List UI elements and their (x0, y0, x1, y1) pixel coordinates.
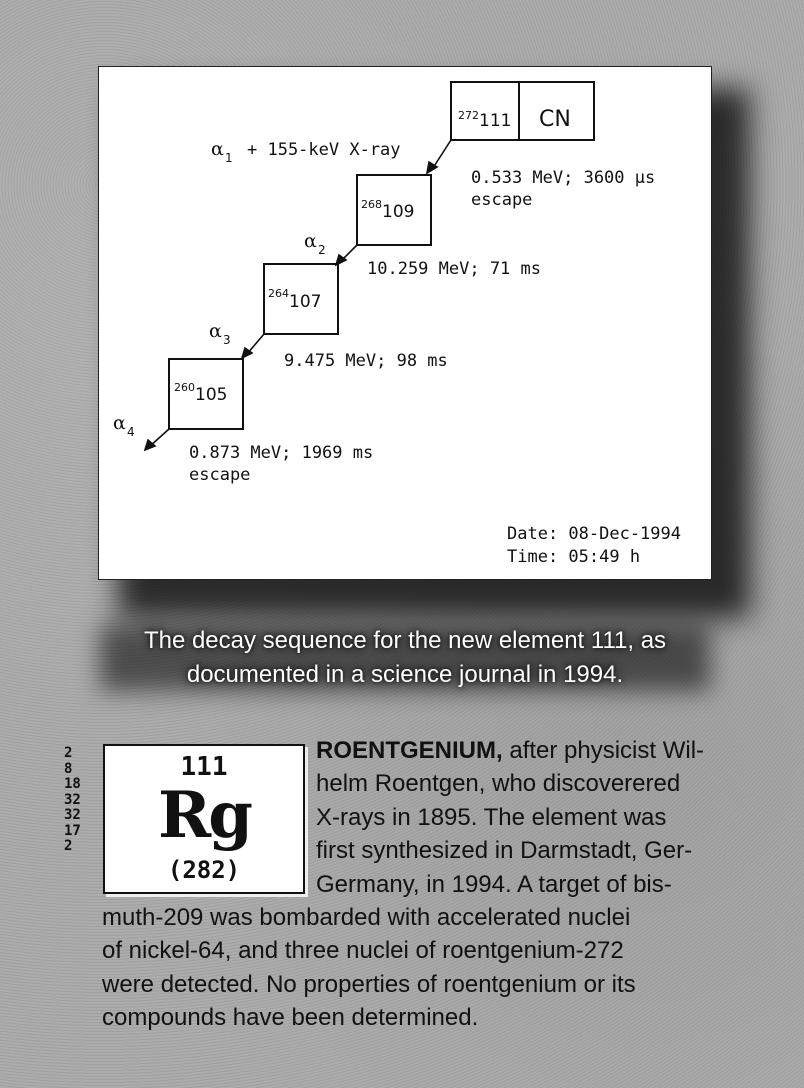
shell-2: 8 (64, 760, 73, 777)
alpha-2-symbol: α (304, 230, 317, 252)
shell-7: 2 (64, 838, 73, 854)
cn-label: CN (539, 107, 571, 132)
cn-atomic-number: 111 (479, 111, 512, 131)
atomic-number: 111 (180, 752, 228, 782)
decay-4-energy: 0.873 MeV; 1969 ms (189, 443, 374, 463)
shell-3: 18 (64, 776, 81, 792)
atomic-mass: (282) (167, 856, 241, 884)
alpha-4-subscript: 4 (127, 425, 135, 439)
decay-2-energy: 10.259 MeV; 71 ms (367, 259, 541, 279)
caption-line-1: The decay sequence for the new element 111, as (143, 627, 667, 654)
description-line-5: Germany, in 1994. A target of bis- (316, 870, 672, 898)
description-line-1-rest: after physicist Wil- (502, 737, 705, 764)
alpha-2-subscript: 2 (318, 243, 326, 257)
description-line-4: first synthesized in Darmstadt, Ger- (316, 837, 693, 865)
decay-figure (98, 66, 712, 580)
description-wrap-text (316, 734, 776, 901)
cn-mass-number: 272 (458, 109, 479, 122)
description-line-7: of nickel-64, and three nuclei of roentgenium-272 (102, 937, 624, 965)
description-line-1 (316, 734, 776, 767)
caption-line-2: documented in a science journal in 1994. (186, 661, 624, 688)
figure-time: Time: 05:49 h (507, 547, 641, 567)
alpha-1-note: + 155-keV X-ray (247, 140, 401, 160)
decay-diagram (99, 67, 713, 581)
description-line-2: helm Roentgen, who discoverered (316, 770, 681, 798)
alpha-1-symbol: α (211, 138, 224, 160)
nuclide-105-mass: 260 (174, 381, 195, 394)
figure-caption (60, 624, 750, 692)
alpha-4-symbol: α (113, 412, 126, 434)
element-tile (103, 744, 305, 894)
decay-1-energy: 0.533 MeV; 3600 μs (471, 168, 656, 188)
alpha-1-subscript: 1 (225, 151, 233, 165)
description-line-8: were detected. No properties of roentgenium or its (102, 970, 636, 998)
nuclide-105-number: 105 (195, 385, 228, 405)
alpha-3-subscript: 3 (223, 333, 231, 347)
description-line-6: muth-209 was bombarded with accelerated nuclei (102, 904, 631, 931)
description-full-text (102, 901, 742, 1035)
element-symbol: Rg (158, 778, 250, 853)
decay-1-note: escape (471, 190, 533, 210)
description-line-9: compounds have been determined. (102, 1004, 479, 1032)
nuclide-107-mass: 264 (268, 287, 289, 300)
nuclide-107-number: 107 (289, 292, 322, 312)
figure-date: Date: 08-Dec-1994 (507, 524, 681, 544)
decay-4-note: escape (189, 465, 251, 485)
nuclide-109-number: 109 (382, 202, 415, 222)
shell-1: 2 (64, 745, 73, 761)
shell-5: 32 (64, 807, 81, 823)
element-name-lead: ROENTGENIUM, (316, 737, 503, 764)
decay-3-energy: 9.475 MeV; 98 ms (284, 351, 448, 371)
electron-shells (64, 746, 98, 855)
alpha-3-symbol: α (209, 320, 222, 342)
shell-4: 32 (64, 791, 81, 808)
shell-6: 17 (64, 822, 81, 839)
nuclide-109-mass: 268 (361, 198, 382, 211)
description-line-3: X-rays in 1895. The element was (316, 803, 667, 831)
